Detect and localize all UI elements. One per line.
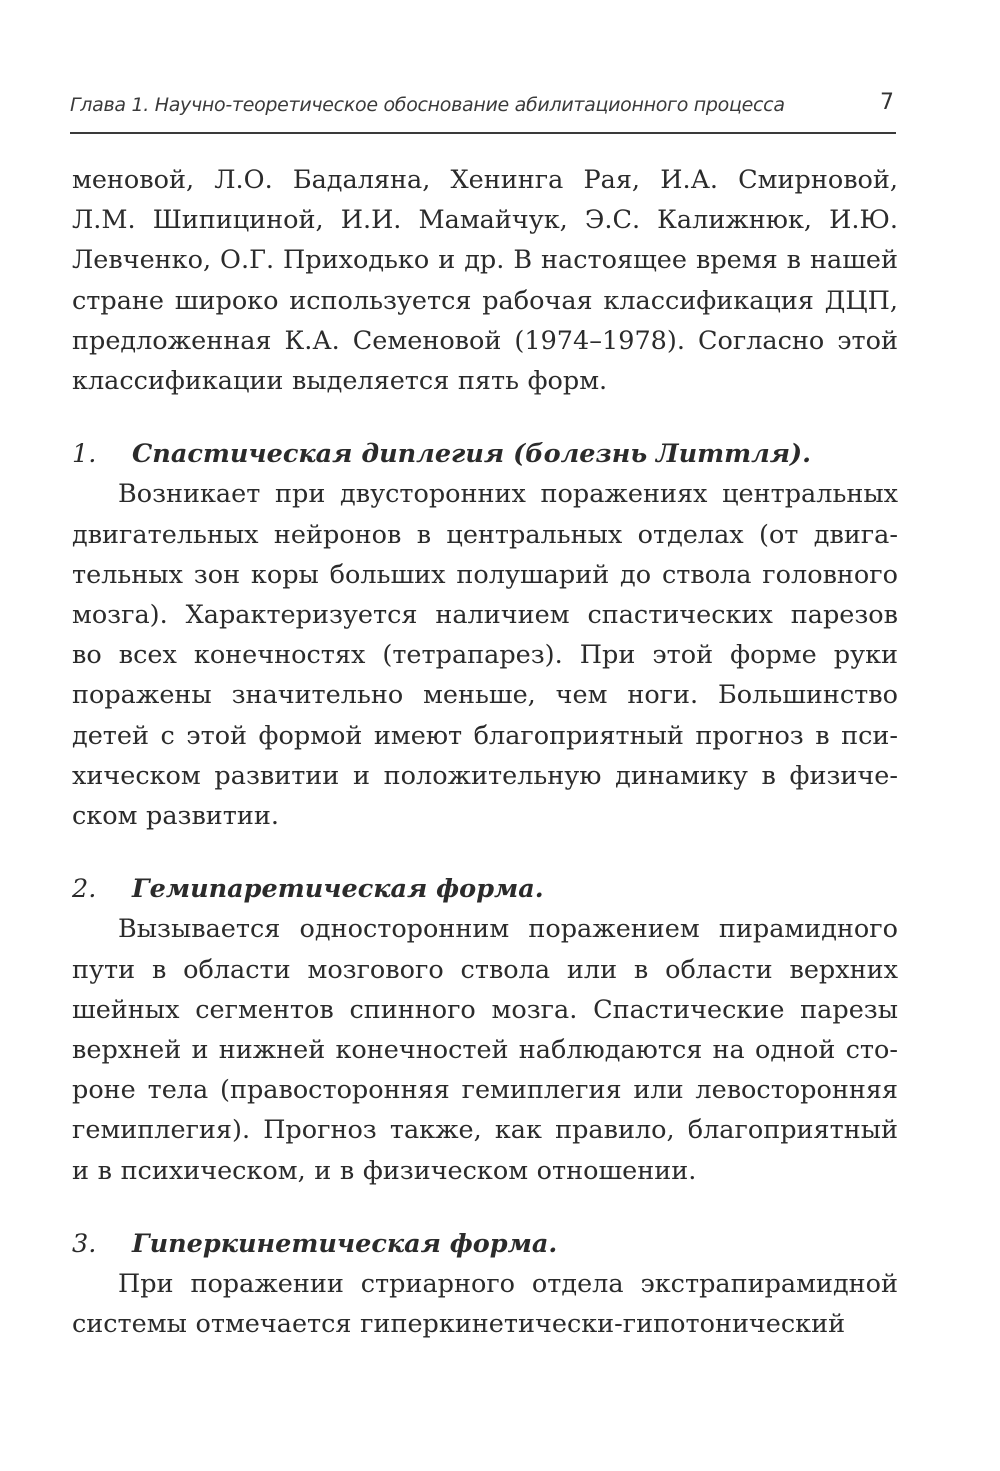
section-number: 2.	[72, 874, 97, 905]
section-number: 1.	[72, 439, 97, 470]
running-title: Глава 1. Научно-теоретическое обоснование абилитационного процесса	[70, 94, 785, 116]
section-heading	[72, 434, 898, 474]
running-header	[70, 84, 896, 134]
intro-paragraph: меновой, Л.О. Бадаляна, Хенинга Рая, И.А. Смирновой, Л.М. Шипициной, И.И. Мамайчук, Э.С. Калижнюк, И.Ю. Левченко, О.Г. Приходько и др. В настоящее время в нашей стране широко используется рабочая классификация ДЦП, предложенная К.А. Семеновой (1974–1978). Согласно этой классификации выделяется пять форм.	[72, 165, 898, 397]
section-spastic-diplegia	[72, 434, 898, 836]
section-title: Гемипаретическая форма.	[132, 874, 544, 905]
section-heading	[72, 1224, 898, 1264]
section-title: Спастическая диплегия (болезнь Литтля).	[132, 439, 811, 470]
section-paragraph: Вызывается односторонним поражением пирамидного пути в области мозгового ствола или в области верхних шейных сегментов спинного мозга. Спастические парезы верхней и нижней конечностей наблюдаются на одной стороне тела (правосторонняя гемиплегия или левосторонняя гемиплегия). Прогноз также, как правило, благоприятный и в психическом, и в физическом отношении.	[72, 914, 898, 1186]
section-paragraph: Возникает при двусторонних поражениях центральных двигательных нейронов в центральных отделах (от двигательных зон коры больших полушарий до ствола головного мозга). Характеризуется наличием спастических парезов во всех конечностях (тетрапарез). При этой форме руки поражены значительно меньше, чем ноги. Большинство детей с этой формой имеют благоприятный прогноз в психическом развитии и положительную динамику в физическом развитии.	[72, 479, 898, 832]
section-paragraph: При поражении стриарного отдела экстрапирамидной системы отмечается гиперкинетически-гипотонический	[72, 1269, 898, 1340]
section-hyperkinetic-form	[72, 1224, 898, 1345]
section-number: 3.	[72, 1228, 97, 1259]
section-title: Гиперкинетическая форма.	[132, 1228, 558, 1259]
page-body	[72, 160, 898, 1344]
section-hemiparetic-form	[72, 869, 898, 1191]
page-number: 7	[880, 90, 894, 115]
section-heading	[72, 869, 898, 909]
